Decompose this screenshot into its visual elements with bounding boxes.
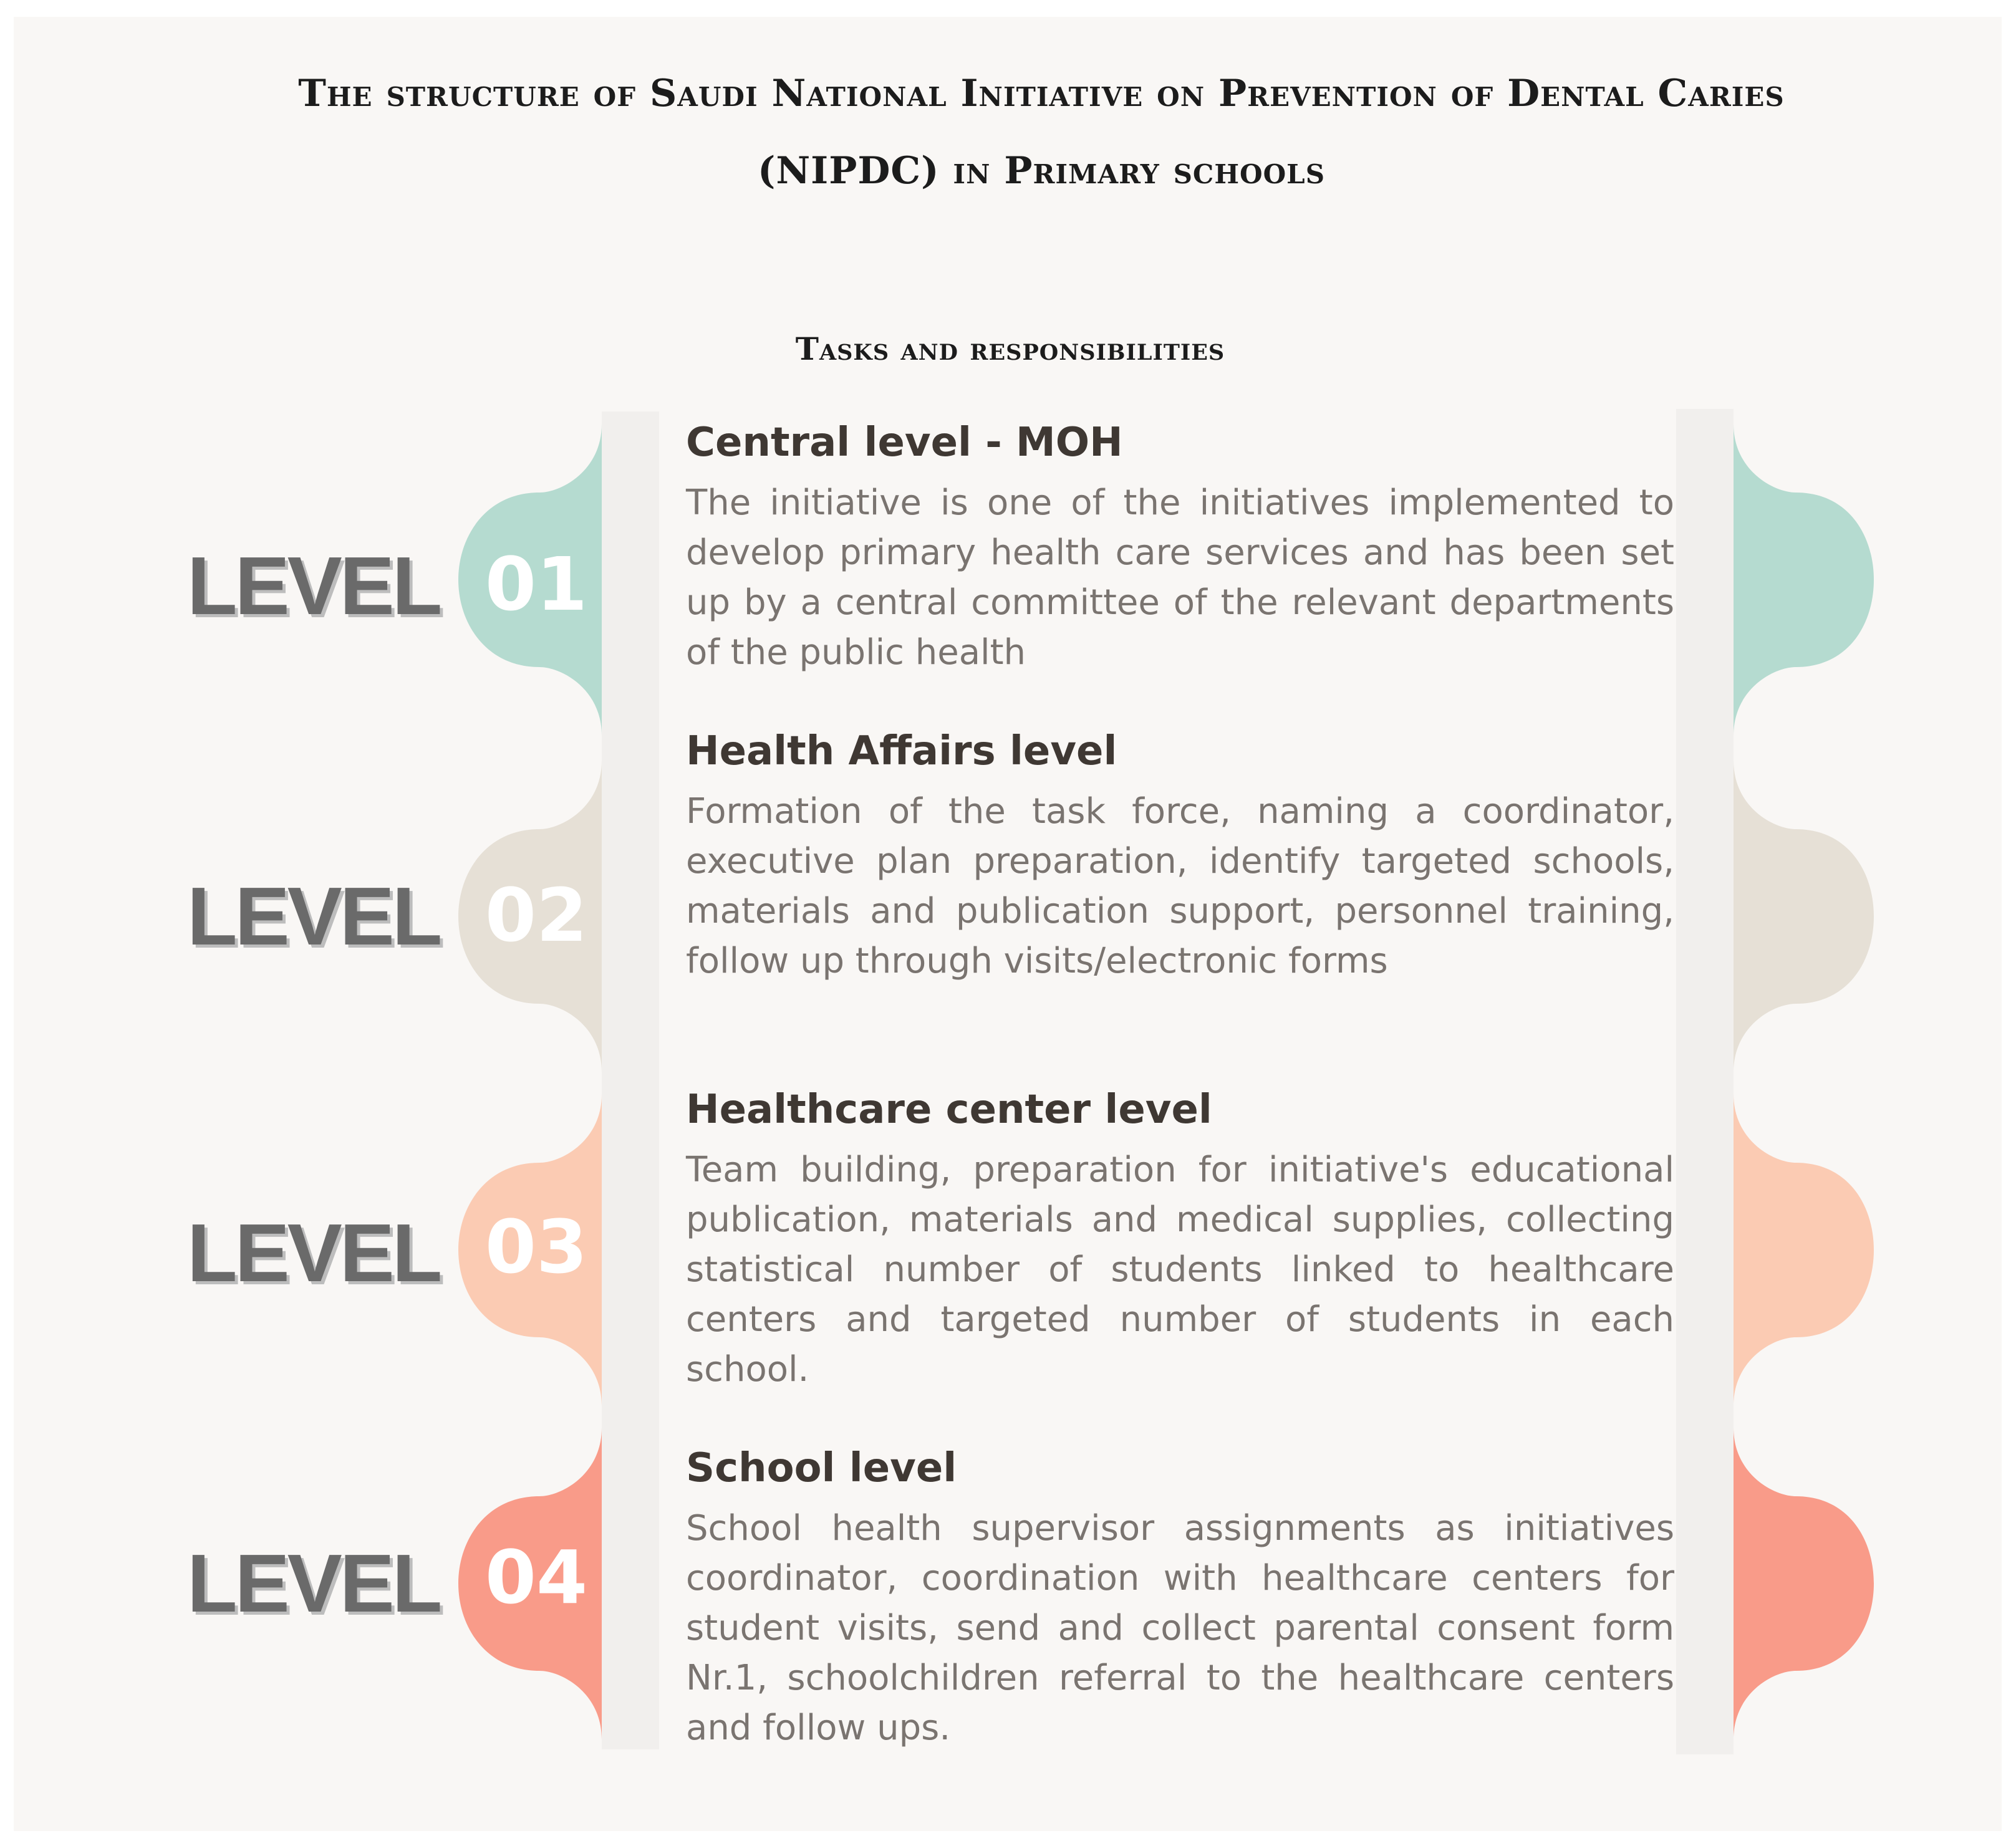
level-01-text: The initiative is one of the initiatives implemented to develop primary health care services and has been set up by a central committee of the relevant departments of the public health [686, 483, 1674, 673]
level-01-label: LEVEL [187, 540, 440, 632]
left-vertical-bar [602, 411, 659, 1749]
level-03-label: LEVEL [187, 1207, 440, 1299]
level-03-right-tab [1734, 1094, 1874, 1406]
level-02-number: 02 [485, 872, 588, 958]
level-03-text: Team building, preparation for initiative's educational publication, materials and medical supplies, collecting statistical number of students linked to healthcare centers and targeted number of students in each school. [686, 1150, 1674, 1390]
section-subtitle: Tasks and responsibilities [795, 330, 1225, 367]
level-01-right-tab [1734, 424, 1874, 736]
level-02-title: Health Affairs level [686, 728, 1117, 774]
level-01-block [686, 415, 1674, 678]
level-03-block [686, 1082, 1674, 1395]
level-04-right-tab [1734, 1428, 1874, 1739]
level-01-number: 01 [485, 541, 588, 627]
level-02-label: LEVEL [187, 870, 440, 962]
page-title: The structure of Saudi National Initiative on Prevention of Dental Caries (NIPDC) in Primary schools [298, 72, 1785, 193]
level-02-right-tab [1734, 761, 1874, 1072]
level-04-label: LEVEL [187, 1537, 440, 1629]
level-04-title: School level [686, 1445, 957, 1491]
level-03-title: Healthcare center level [686, 1087, 1212, 1133]
level-01-title: Central level - MOH [686, 420, 1123, 466]
right-vertical-bar [1676, 409, 1734, 1754]
level-04-block [686, 1440, 1674, 1753]
level-04-text: School health supervisor assignments as initiatives coordinator, coordination with healthcare centers for student visits, send and collect parental consent form Nr.1, schoolchildren referral to the healthcare centers and follow ups. [686, 1508, 1674, 1748]
level-02-block [686, 723, 1674, 986]
level-02-text: Formation of the task force, naming a coordinator, executive plan preparation, identify targeted schools, materials and publication support, personnel training, follow up through visits/electronic forms [686, 791, 1674, 981]
level-04-number: 04 [485, 1534, 588, 1620]
level-03-number: 03 [485, 1204, 588, 1290]
